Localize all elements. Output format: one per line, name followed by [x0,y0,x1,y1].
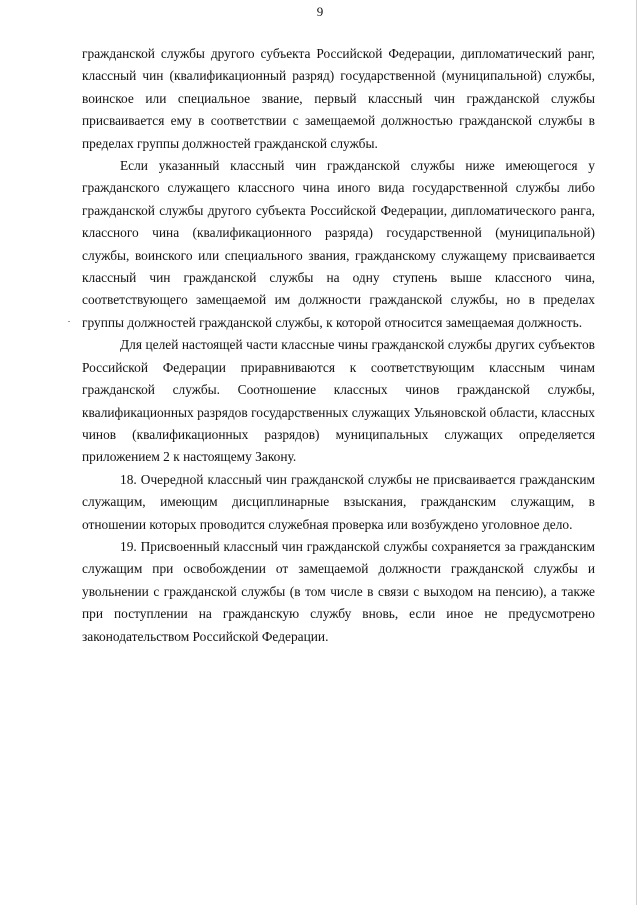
scan-mark [68,321,70,322]
paragraph-lower-rank-rule: Если указанный классный чин гражданской службы ниже имеющегося у гражданского служащего классного чина иного вида государственной службы либо гражданской службы другого субъекта Российской Федерации, дипломатического ранга, классного чина (квалификационного разряда) государственной (муниципальной) службы, воинского или специального звания, гражданскому служащему присваивается классный чин гражданской службы на одну ступень выше классного чина, соответствующего замещаемой им должности гражданской службы, но в пределах группы должностей гражданской службы, к которой относится замещаемая должность. [82,158,595,330]
paragraph-rank-equivalence: Для целей настоящей части классные чины гражданской службы других субъектов Российской Федерации приравниваются к соответствующим классным чинам гражданской службы. Соотношение классных чинов гражданской службы, квалификационных разрядов государственных служащих Ульяновской области, классных чинов (квалификационных разрядов) муниципальных служащих определяется приложением 2 к настоящему Закону. [82,337,595,465]
paragraph-item-19: 19. Присвоенный классный чин гражданской службы сохраняется за гражданским служащим при освобождении от замещаемой должности гражданской службы и увольнении с гражданской службы (в том числе в связи с выходом на пенсию), а также при поступлении на гражданскую службу вновь, если иное не предусмотрено законодательством Российской Федерации. [82,538,595,644]
document-body [82,43,595,648]
scan-edge-line [636,0,637,905]
page-number: 9 [316,4,324,19]
paragraph-item-18: 18. Очередной классный чин гражданской службы не присваивается гражданским служащим, имеющим дисциплинарные взыскания, гражданским служащим, в отношении которых проводится служебная проверка или возбуждено уголовное дело. [82,471,595,532]
paragraph-continuation: гражданской службы другого субъекта Российской Федерации, дипломатический ранг, классный чин (квалификационный разряд) государственной (муниципальной) службы, воинское или специальное звание, первый классный чин гражданской службы присваивается ему в соответствии с замещаемой должностью гражданской службы в пределах группы должностей гражданской службы. [82,46,595,151]
